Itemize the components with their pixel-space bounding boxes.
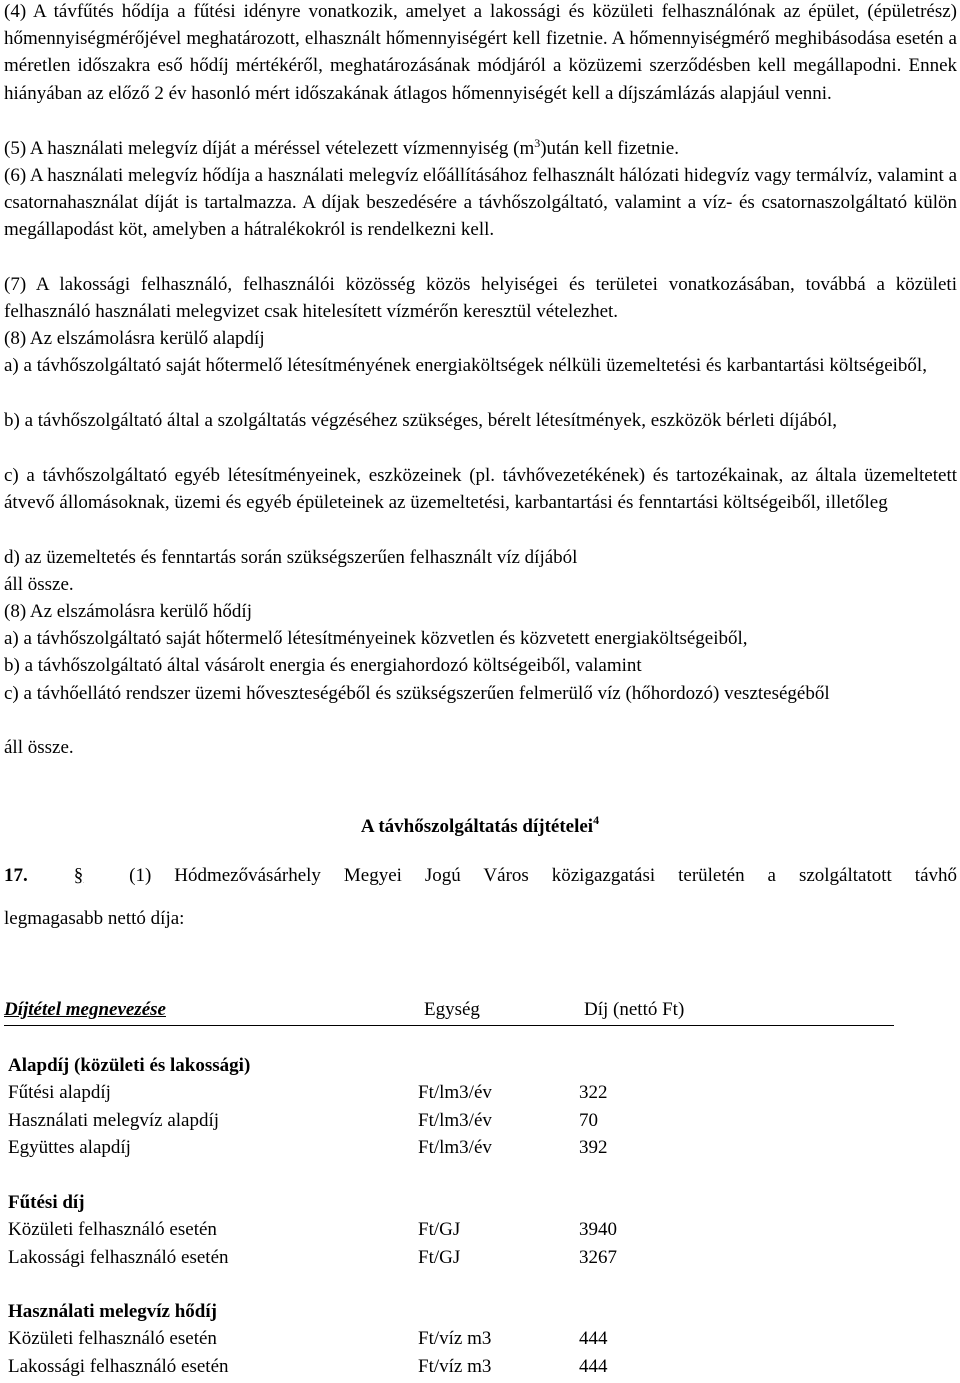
section-17-continuation: legmagasabb nettó díja: — [4, 908, 185, 929]
paragraph-6: (6) A használati melegvíz hődíja a használati melegvíz előállításához felhasznált hálózati hidegvíz vagy termálvíz, valamint a csatornahasználat díját is tartalmazza. A díjak beszedésére a távhőszolgáltató, valamint a víz- és csatornaszolgáltató külön megállapodást köt, amelyben a hátralékokról is rendelkezni kell. — [4, 165, 957, 241]
cubic-superscript: 3 — [534, 136, 541, 150]
paragraph-5-tail: )után kell fizetnie. — [540, 138, 679, 159]
table-row — [8, 1325, 908, 1352]
paragraph-4: (4) A távfűtés hődíja a fűtési idényre vonatkozik, amelyet a lakossági és közületi felhasználónak az épület, (épületrész) hőmennyiségmérőjével meghatározott, elhasznált hőmennyiségért kell fizetnie. A hőmennyiségmérő meghibásodása esetén a méretlen időszakra eső hődíj mértékéről, meghatározásának módjáról a közüzemi szerződésben kell megállapodni. Ennek hiányában az előző 2 év hasonló mért időszakának átlagos hőmennyiségét kell a díjszámlázás alapjául venni. — [4, 1, 957, 104]
hodij-heading: (8) Az elszámolásra kerülő hődíj — [4, 601, 252, 622]
row-unit: Ft/víz m3 — [418, 1328, 492, 1350]
row-value: 322 — [579, 1082, 608, 1104]
table-row — [8, 1107, 908, 1134]
hodij-item-b: b) a távhőszolgáltató által vásárolt energia és energiahordozó költségeiből, valamint — [4, 655, 642, 676]
table-row — [8, 1353, 908, 1380]
alapdij-heading: (8) Az elszámolásra kerülő alapdíj — [4, 328, 265, 349]
row-value: 70 — [579, 1109, 598, 1131]
row-name: Fűtési alapdíj — [8, 1082, 111, 1104]
section-title — [0, 813, 960, 840]
row-unit: Ft/víz m3 — [418, 1355, 492, 1377]
paragraph-5-text: (5) A használati melegvíz díját a méréssel vételezett vízmennyiség (m — [4, 138, 535, 159]
row-name: Lakossági felhasználó esetén — [8, 1355, 229, 1377]
title-footnote-mark: 4 — [593, 813, 600, 827]
row-value: 392 — [579, 1136, 608, 1158]
section-number: 17. — [4, 865, 28, 886]
group-title: Fűtési díj — [8, 1192, 85, 1213]
row-unit: Ft/lm3/év — [418, 1136, 492, 1158]
fee-group-melegviz-hodij — [8, 1298, 908, 1380]
fee-group-alapdij — [8, 1052, 908, 1161]
header-unit: Egység — [424, 999, 480, 1020]
group-title: Alapdíj (közületi és lakossági) — [8, 1055, 251, 1076]
row-unit: Ft/lm3/év — [418, 1109, 492, 1131]
table-row — [8, 1079, 908, 1106]
fee-group-futesi-dij — [8, 1189, 908, 1271]
row-name: Közületi felhasználó esetén — [8, 1328, 217, 1350]
row-value: 444 — [579, 1355, 608, 1377]
paragraph-5 — [4, 135, 957, 162]
paragraph-symbol: § — [73, 865, 84, 886]
row-unit: Ft/GJ — [418, 1246, 461, 1268]
alapdij-item-d: d) az üzemeltetés és fenntartás során szükségszerűen felhasznált víz díjából — [4, 547, 578, 568]
row-name: Együttes alapdíj — [8, 1136, 131, 1158]
header-name: Díjtétel megnevezése — [4, 999, 166, 1020]
hodij-item-c: c) a távhőellátó rendszer üzemi hőveszteségéből és szükségszerűen felmerülő víz (hőhordozó) veszteségéből — [4, 683, 830, 704]
alapdij-item-b: b) a távhőszolgáltató által a szolgáltatás végzéséhez szükséges, bérelt létesítmények, eszközök bérleti díjából, — [4, 410, 838, 431]
row-value: 3267 — [579, 1246, 617, 1268]
row-value: 444 — [579, 1328, 608, 1350]
table-row — [8, 1216, 908, 1243]
row-name: Közületi felhasználó esetén — [8, 1219, 217, 1241]
row-name: Lakossági felhasználó esetén — [8, 1246, 229, 1268]
row-name: Használati melegvíz alapdíj — [8, 1109, 220, 1131]
alapdij-item-a: a) a távhőszolgáltató saját hőtermelő létesítményének energiaköltségek nélküli üzemeltetési és karbantartási költségeiből, — [4, 355, 927, 376]
hodij-item-a: a) a távhőszolgáltató saját hőtermelő létesítményeinek közvetlen és közvetett energiaköltségeiből, — [4, 628, 748, 649]
header-fee: Díj (nettó Ft) — [584, 999, 685, 1020]
alapdij-closing: áll össze. — [4, 574, 74, 595]
fee-table-header — [4, 996, 894, 1026]
alapdij-item-c: c) a távhőszolgáltató egyéb létesítményeinek, eszközeinek (pl. távhővezetékének) és tartozékainak, az általa üzemeltetett átvevő állomásoknak, üzemi és egyéb épületeinek az üzemeltetési, karbantartási és fenntartási költségeiből, illetőleg — [4, 465, 957, 514]
section-title-text: A távhőszolgáltatás díjtételei — [360, 816, 594, 837]
section-17-text: (1) Hódmezővásárhely Megyei Jogú Város közigazgatási területén a szolgáltatott távhő — [129, 865, 957, 886]
row-unit: Ft/lm3/év — [418, 1082, 492, 1104]
row-unit: Ft/GJ — [418, 1219, 461, 1241]
row-value: 3940 — [579, 1219, 617, 1241]
section-17 — [4, 862, 957, 890]
group-title: Használati melegvíz hődíj — [8, 1301, 217, 1322]
hodij-closing: áll össze. — [4, 737, 74, 758]
paragraph-7: (7) A lakossági felhasználó, felhasználói közösség közös helyiségei és területei vonatkozásában, továbbá a közületi felhasználó használati melegvizet csak hitelesített vízmérőn keresztül vételezhet. — [4, 274, 957, 323]
table-row — [8, 1244, 908, 1271]
table-row — [8, 1134, 908, 1161]
